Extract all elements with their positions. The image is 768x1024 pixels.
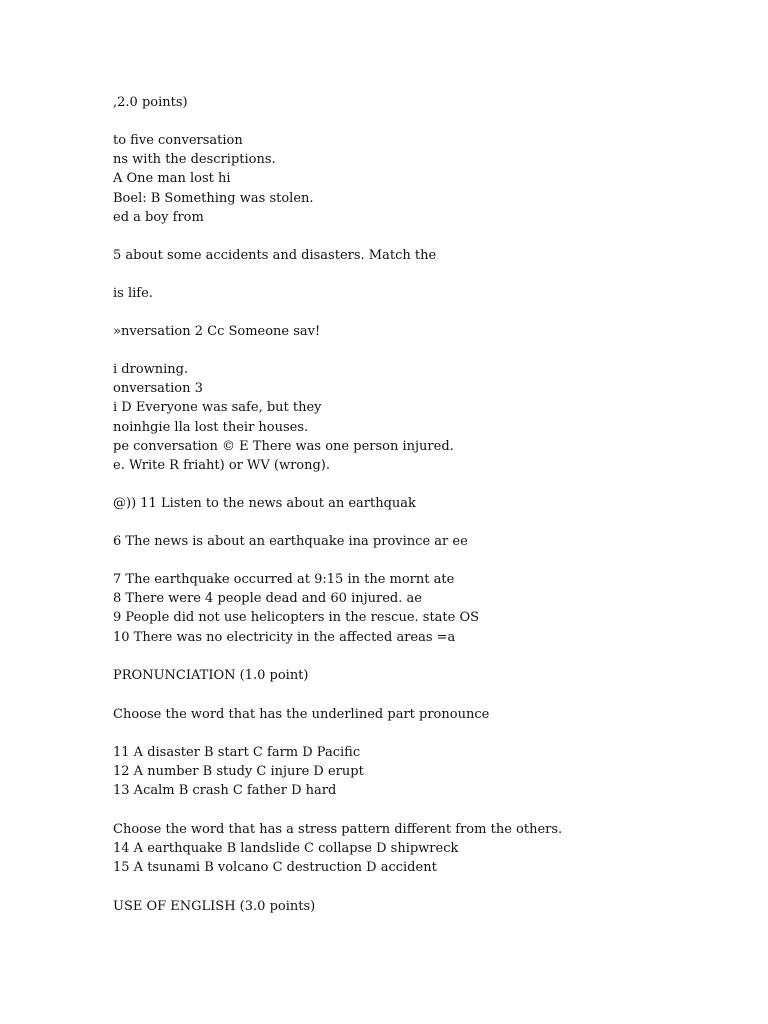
text-line: @)) 11 Listen to the news about an earthquak <box>113 496 416 511</box>
paragraph-accidents <box>113 246 728 265</box>
text-line: to five conversation <box>113 133 243 148</box>
text-line: 13 Acalm B crash C father D hard <box>113 783 337 799</box>
text-line: PRONUNCIATION (1.0 point) <box>113 668 309 683</box>
text-line: i D Everyone was safe, but they <box>113 400 322 416</box>
paragraph-question-6 <box>113 532 728 551</box>
paragraph-stress-questions <box>113 820 728 878</box>
text-line: pe conversation © E There was one person injured. <box>113 438 454 454</box>
paragraph-points-header <box>113 93 728 112</box>
text-line: is life. <box>113 286 153 301</box>
paragraph-pronunciation-instructions <box>113 705 728 724</box>
text-line: »nversation 2 Cc Someone sav! <box>113 324 321 339</box>
text-line: 10 There was no electricity in the affected areas =a <box>113 629 456 645</box>
paragraph-questions-7-10 <box>113 570 728 647</box>
text-line: 9 People did not use helicopters in the rescue. state OS <box>113 610 480 626</box>
paragraph-questions-11-13 <box>113 743 728 801</box>
section-heading-use-of-english <box>113 897 728 916</box>
text-line: 5 about some accidents and disasters. Match the <box>113 248 437 263</box>
text-line: 7 The earthquake occurred at 9:15 in the mornt ate <box>113 572 455 587</box>
text-line: 6 The news is about an earthquake ina province ar ee <box>113 534 468 549</box>
text-line: onversation 3 <box>113 381 203 397</box>
paragraph-descriptions <box>113 360 728 475</box>
section-heading-pronunciation <box>113 666 728 685</box>
text-line: e. Write R friaht) or WV (wrong). <box>113 457 331 473</box>
text-line: i drowning. <box>113 362 189 377</box>
paragraph-listening-instructions <box>113 131 728 227</box>
text-line: ,2.0 points) <box>113 95 188 110</box>
text-line: noinhgie lla lost their houses. <box>113 419 309 435</box>
text-line: 15 A tsunami B volcano C destruction D accident <box>113 860 437 876</box>
text-line: ns with the descriptions. <box>113 152 276 168</box>
text-line: Choose the word that has a stress pattern different from the others. <box>113 822 563 837</box>
text-line: Boel: B Something was stolen. <box>113 190 314 206</box>
paragraph-listen-news <box>113 494 728 513</box>
text-line: ed a boy from <box>113 209 204 225</box>
text-line: 12 A number B study C injure D erupt <box>113 764 364 780</box>
text-line: USE OF ENGLISH (3.0 points) <box>113 899 316 914</box>
paragraph-is-life <box>113 284 728 303</box>
text-line: 8 There were 4 people dead and 60 injured. ae <box>113 591 422 607</box>
text-line: Choose the word that has the underlined part pronounce <box>113 707 490 722</box>
text-line: 11 A disaster B start C farm D Pacific <box>113 745 361 760</box>
paragraph-conversation-2 <box>113 322 728 341</box>
text-line: 14 A earthquake B landslide C collapse D shipwreck <box>113 841 459 857</box>
text-line: A One man lost hi <box>113 171 231 187</box>
